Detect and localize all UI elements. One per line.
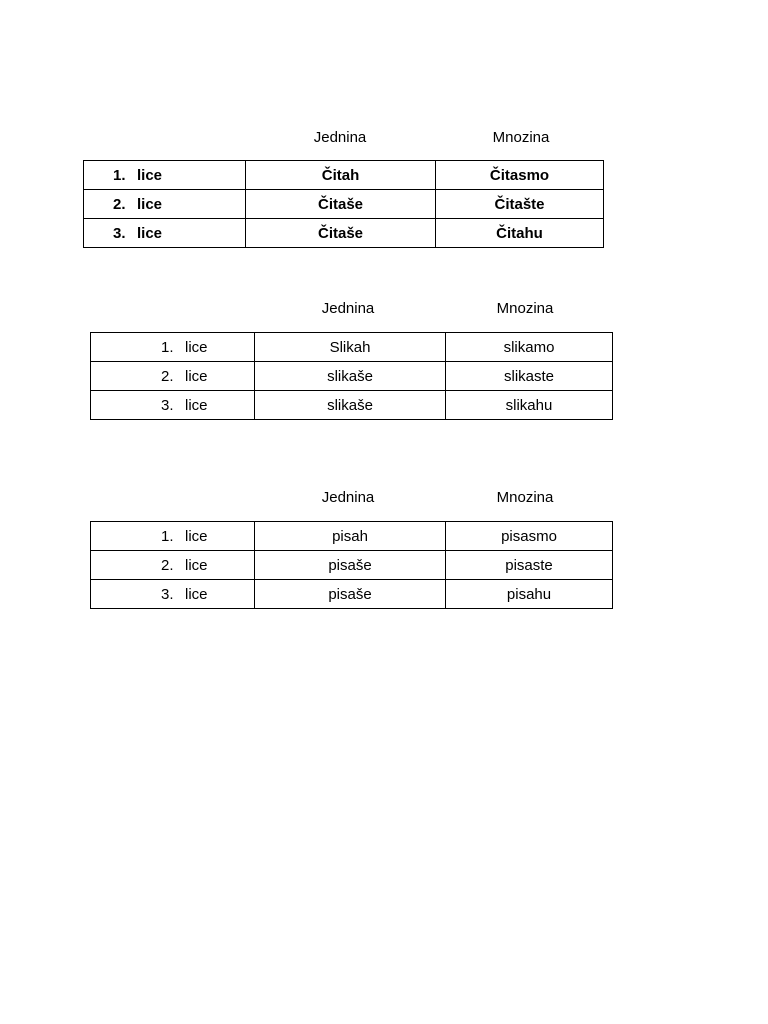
- plural-cell: slikahu: [446, 391, 613, 420]
- person-label: lice: [137, 195, 163, 213]
- person-label: lice: [185, 527, 208, 545]
- header-singular: Jednina: [321, 489, 375, 506]
- person-cell: [91, 391, 255, 420]
- plural-cell: Čitašte: [436, 190, 604, 219]
- person-label: lice: [185, 367, 208, 385]
- singular-cell: Čitah: [246, 161, 436, 190]
- person-label: lice: [137, 166, 163, 184]
- person-label: lice: [185, 396, 208, 414]
- person-cell: [91, 362, 255, 391]
- table-headers: [0, 489, 768, 511]
- singular-cell: pisaše: [255, 551, 446, 580]
- person-cell: [91, 551, 255, 580]
- plural-cell: pisaste: [446, 551, 613, 580]
- person-number: 2.: [161, 556, 174, 574]
- person-number: 1.: [113, 166, 126, 184]
- table-row: [84, 219, 604, 248]
- plural-cell: Čitahu: [436, 219, 604, 248]
- header-singular: Jednina: [313, 129, 367, 146]
- singular-cell: slikaše: [255, 391, 446, 420]
- table-row: [91, 551, 613, 580]
- singular-cell: Čitaše: [246, 190, 436, 219]
- table-row: [91, 391, 613, 420]
- table-row: [84, 161, 604, 190]
- person-number: 1.: [161, 338, 174, 356]
- person-label: lice: [185, 585, 208, 603]
- table-row: [91, 522, 613, 551]
- header-plural: Mnozina: [496, 489, 554, 506]
- person-cell: [84, 161, 246, 190]
- person-cell: [84, 190, 246, 219]
- plural-cell: pisasmo: [446, 522, 613, 551]
- table-row: [91, 580, 613, 609]
- table-row: [84, 190, 604, 219]
- person-number: 3.: [113, 224, 126, 242]
- singular-cell: pisaše: [255, 580, 446, 609]
- conjugation-block-2: [0, 300, 768, 420]
- singular-cell: slikaše: [255, 362, 446, 391]
- person-number: 2.: [161, 367, 174, 385]
- header-singular: Jednina: [321, 300, 375, 317]
- singular-cell: Slikah: [255, 333, 446, 362]
- plural-cell: slikamo: [446, 333, 613, 362]
- person-number: 1.: [161, 527, 174, 545]
- plural-cell: slikaste: [446, 362, 613, 391]
- table-row: [91, 362, 613, 391]
- conjugation-block-1: [0, 129, 768, 249]
- table-headers: [0, 129, 768, 151]
- person-cell: [91, 333, 255, 362]
- plural-cell: Čitasmo: [436, 161, 604, 190]
- singular-cell: Čitaše: [246, 219, 436, 248]
- singular-cell: pisah: [255, 522, 446, 551]
- person-cell: [91, 522, 255, 551]
- plural-cell: pisahu: [446, 580, 613, 609]
- conjugation-table: [90, 521, 613, 609]
- person-label: lice: [137, 224, 163, 242]
- conjugation-table: [83, 160, 604, 248]
- person-cell: [84, 219, 246, 248]
- person-number: 3.: [161, 585, 174, 603]
- table-headers: [0, 300, 768, 322]
- person-cell: [91, 580, 255, 609]
- header-plural: Mnozina: [492, 129, 550, 146]
- conjugation-block-3: [0, 489, 768, 609]
- header-plural: Mnozina: [496, 300, 554, 317]
- table-row: [91, 333, 613, 362]
- person-number: 3.: [161, 396, 174, 414]
- person-number: 2.: [113, 195, 126, 213]
- conjugation-table: [90, 332, 613, 420]
- person-label: lice: [185, 556, 208, 574]
- person-label: lice: [185, 338, 208, 356]
